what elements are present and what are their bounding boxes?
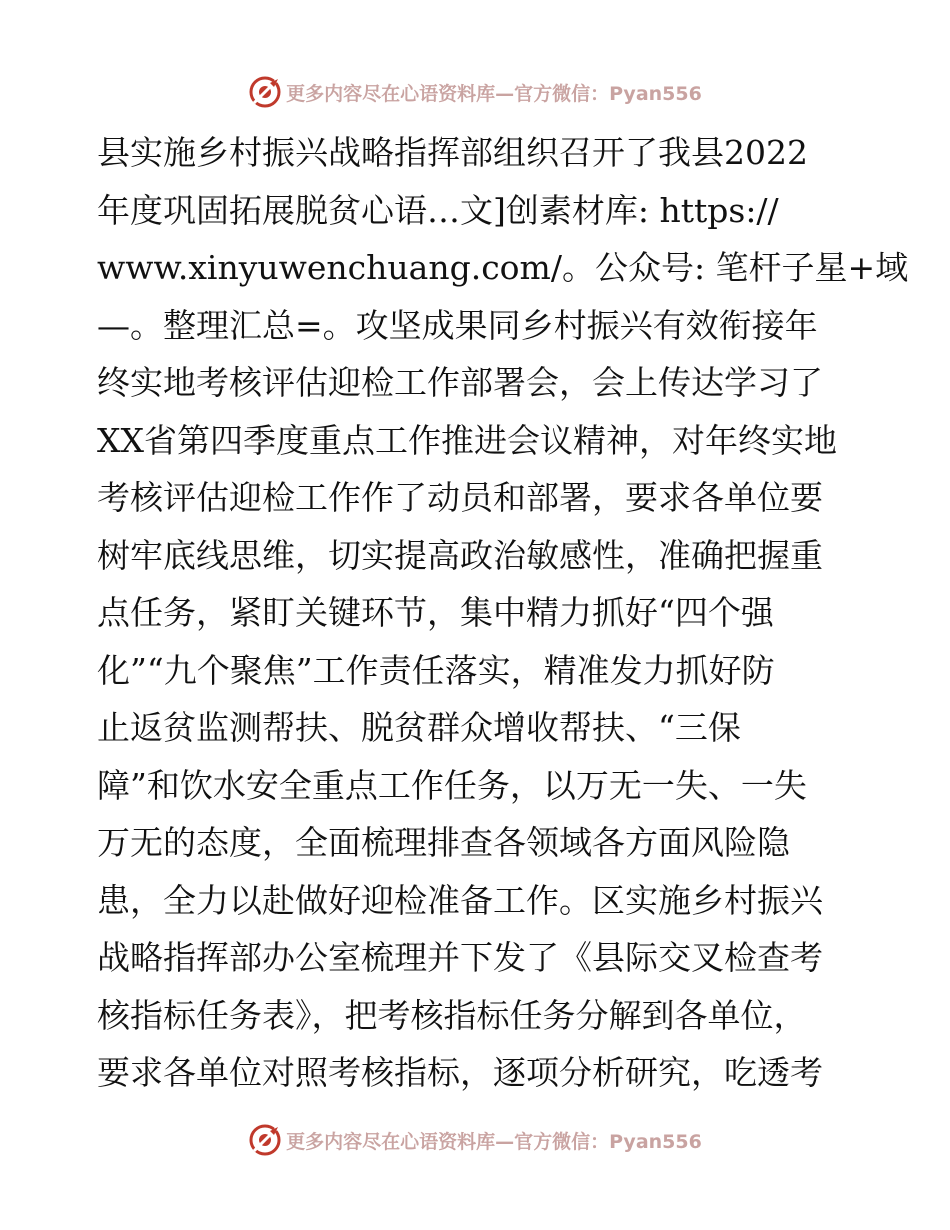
document-line: 县实施乡村振兴战略指挥部组织召开了我县2022 [97,133,808,172]
document-line: 止返贫监测帮扶、脱贫群众增收帮扶、“三保 [97,708,741,747]
footer-banner-text: 更多内容尽在心语资料库—官方微信：Pyan556 [286,1130,702,1153]
document-line: 化”“九个聚焦”工作责任落实，精准发力抓好防 [97,650,775,690]
pen-logo-icon [248,75,282,109]
document-line: 万无的态度，全面梳理排查各领域各方面风险隐 [97,823,790,862]
document-line: —。整理汇总=。攻坚成果同乡村振兴有效衔接年 [97,305,818,345]
document-line: 树牢底线思维，切实提高政治敏感性，准确把握重 [97,535,823,575]
pen-logo-icon [248,1123,282,1157]
footer-banner [0,1120,950,1160]
document-line: 终实地考核评估迎检工作部署会，会上传达学习了 [97,363,823,402]
document-line: 点任务，紧盯关键环节，集中精力抓好“四个强 [97,593,774,632]
header-banner [0,72,950,112]
document-line: www.xinyuwenchuang.com/。公众号: 笔杆子星+域 [97,248,909,287]
document-line: 核指标任务表》，把考核指标任务分解到各单位， [97,995,807,1035]
document-line: 障”和饮水安全重点工作任务，以万无一失、一失 [97,765,807,805]
header-banner-text: 更多内容尽在心语资料库—官方微信：Pyan556 [286,82,702,105]
document-line: XX省第四季度重点工作推进会议精神，对年终实地 [97,420,837,460]
document-line: 患，全力以赴做好迎检准备工作。区实施乡村振兴 [97,880,823,920]
document-line: 战略指挥部办公室梳理并下发了《县际交叉检查考 [97,938,823,977]
document-line: 年度巩固拓展脱贫心语…文]创素材库: https:// [97,190,779,230]
document-body [97,124,909,1102]
document-line: 考核评估迎检工作作了动员和部署，要求各单位要 [97,478,823,517]
document-line: 要求各单位对照考核指标，逐项分析研究，吃透考 [97,1053,823,1092]
